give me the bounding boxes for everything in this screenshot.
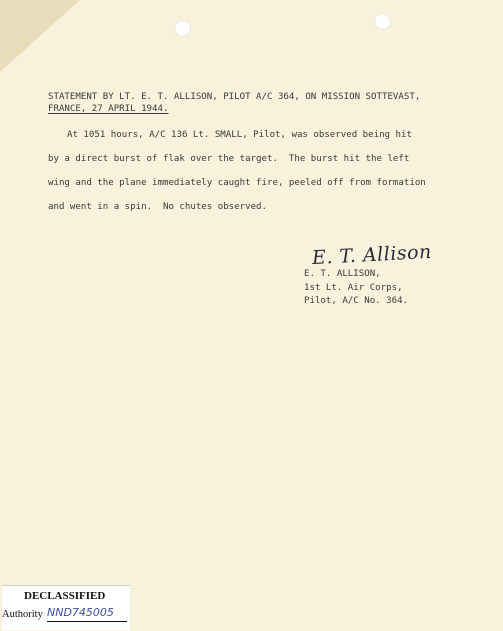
body-line-4: and went in a spin. No chutes observed. (48, 202, 267, 212)
stamp-underline (47, 621, 127, 622)
declassified-stamp (2, 585, 130, 630)
stamp-authority-number: NND745005 (47, 606, 114, 619)
punch-hole (374, 13, 391, 30)
signature-rank: 1st Lt. Air Corps, (304, 283, 403, 293)
statement-title-line-1: STATEMENT BY LT. E. T. ALLISON, PILOT A/C 364, ON MISSION SOTTEVAST, (48, 92, 421, 102)
handwritten-signature: E. T. Allison (311, 240, 433, 270)
signature-position: Pilot, A/C No. 364. (304, 296, 409, 306)
body-line-2: by a direct burst of flak over the target. The burst hit the left (48, 154, 410, 164)
punch-hole (174, 20, 191, 37)
stamp-title: DECLASSIFIED (24, 590, 106, 602)
body-line-1: At 1051 hours, A/C 136 Lt. SMALL, Pilot, was observed being hit (67, 130, 412, 140)
folded-corner (0, 0, 80, 72)
statement-title-line-2: FRANCE, 27 APRIL 1944. (48, 104, 169, 114)
stamp-authority-label: Authority (2, 609, 43, 620)
signature-name: E. T. ALLISON, (304, 269, 381, 279)
body-line-3: wing and the plane immediately caught fire, peeled off from formation (48, 178, 426, 188)
